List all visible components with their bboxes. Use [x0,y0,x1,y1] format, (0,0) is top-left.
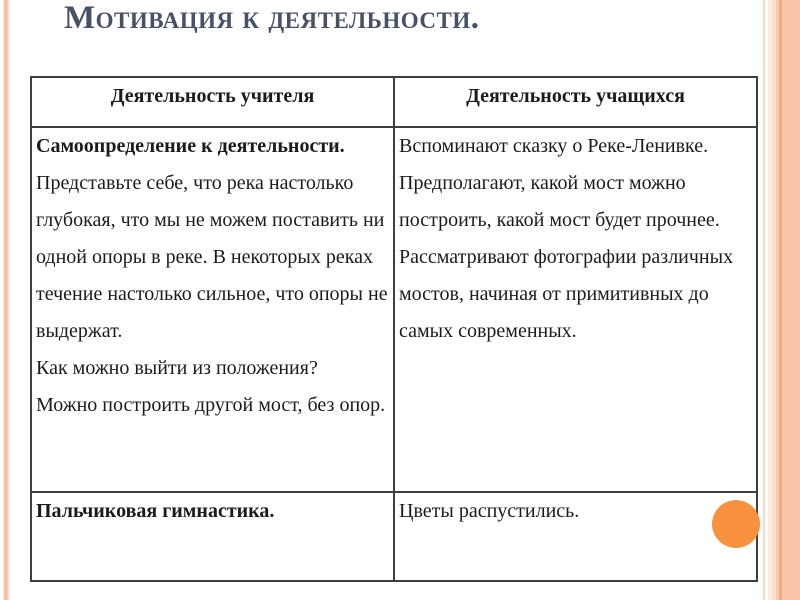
table-header-row [31,77,757,127]
cell-paragraph: Цветы распустились. [399,500,580,522]
left-stripe-decoration [3,0,9,600]
cell-heading: Самоопределение к деятельности. [36,135,345,157]
cell-paragraph: Предполагают, какой мост можно построить, какой мост будет прочнее. [399,172,720,231]
cell-paragraph: Как можно выйти из положения? [36,357,318,379]
cell-paragraph: Можно построить другой мост, без опор. [36,394,386,416]
header-students-activity: Деятельность учащихся [394,77,757,127]
cell-students-response [394,127,757,492]
cell-students-flowers [394,492,757,581]
cell-paragraph: Рассматривают фотографии различных мостов, начиная от примитивных до самых современных. [399,246,734,342]
cell-paragraph: Вспоминают сказку о Реке-Ленивке. [399,135,709,157]
cell-teacher-finger-gymnastics [31,492,394,581]
cell-heading: Пальчиковая гимнастика. [36,500,275,522]
cell-paragraph: Представьте себе, что река настолько глубокая, что мы не можем поставить ни одной опоры в реке. В некоторых реках течение настолько сильное, что опоры не выдержат. [36,172,388,342]
header-teacher-activity: Деятельность учителя [31,77,394,127]
orange-circle-decoration [712,500,760,548]
slide-title: Мотивация к деятельности. [64,0,480,36]
table-row [31,492,757,581]
activity-table [30,76,758,582]
cell-teacher-self-determination [31,127,394,492]
table-row [31,127,757,492]
right-stripes-decoration [763,0,800,600]
